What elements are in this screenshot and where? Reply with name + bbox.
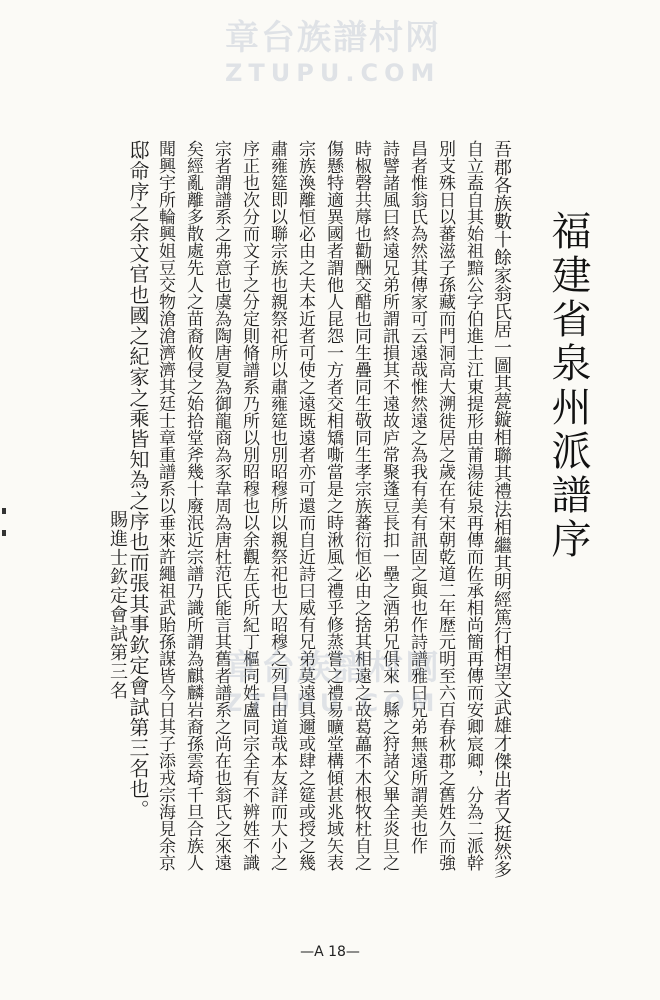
body-text-column: 聞興宇所輪興姐豆交物滄滄濟濟其廷士章重譜系以垂來許繩祖武貽孫謀皆今日其子添戎宗海見余京 — [155, 140, 175, 871]
body-text-column: 傷懸特適異國者謂他人昆怨一方者交相矯嘶當是之時湫風之禮乎修蒸嘗之禮易曠堂構傾甚兆域矢表 — [323, 140, 343, 871]
watermark-2 — [225, 640, 441, 717]
body-text-column: 矣經亂離多散處先人之苗裔攸侵之始拾堂斧幾十廢泯近宗譜乃識所謂為麒麟岩裔孫雲埼千旦合族人 — [183, 140, 203, 871]
body-text-column: 時椒磬共蓐也勸酬交醋也同生疊同生敬同生孝宗族蕃衍恒必由之捨其相遠之故葛藟不木根牧杜自之 — [351, 140, 371, 871]
body-text-column: 自立盍自其始祖黯公字伯進士江東提形由莆湯徒泉再傳而佐承相尚簡再傳而安卿宸卿，分為二派幹 — [463, 140, 483, 871]
watermark-1 — [225, 10, 441, 87]
body-text-column: 序正也次分而文子之分定則脩譜系乃所以別昭穆也以余觀左氏所紀丁樞同姓盧同宗全有不辨姓不識 — [239, 140, 259, 871]
watermark-2-main: 章台族譜村网 — [225, 648, 441, 688]
body-text-column: 肅雍筵即以聯宗族也親祭祀所以肅雍筵也別昭穆所以親祭祀也大昭穆之列昌由道哉本友詳而大小之 — [267, 140, 287, 871]
edge-mark — [2, 530, 6, 536]
edge-mark — [2, 508, 6, 514]
body-text-column: 別支殊日以蕃滋子孫藏而門洞高大溯徙居之歲在有宋朝乾道二年歷元明至六百春秋郡之舊姓久而強 — [435, 140, 455, 871]
page-title: 福建省泉州派譜序 — [545, 210, 591, 562]
watermark-1-main: 章台族譜村网 — [225, 18, 441, 58]
page-number: —A 18— — [300, 944, 360, 960]
watermark-2-sub: ZTUPU.COM — [225, 689, 441, 717]
body-text-column: 宗族渙離恒必由之夫本近者可使之遠既遠者亦可還而自近詩曰威有兄弟莫遠具邇或肆之筵或授之幾 — [295, 140, 315, 871]
body-text-column: 邸命序之余文官也國之紀家之乘皆知為之序也而張其事欽定會試第三名也。 — [126, 140, 150, 820]
body-text-column: 宗者謂譜系之弗意也虞為陶唐夏為御龍商為豕韋周為唐杜范氏能言其舊者譜系之尚在也翁氏之來遠 — [211, 140, 231, 871]
body-text-column: 昌者惟翁氏為然其傳家可云遠哉惟然遠之為我有美有訊固之與也作詩譜雅曰兄弟無遠所謂美也作 — [407, 140, 427, 854]
author-signature: 賜進士欽定會試第三名 — [107, 510, 128, 700]
body-text-column: 吾郡各族數十餘家翁氏居一圖其甍鏇相聯其禮法相繼其明經篤行相望文武雄才傑出者又挺然多 — [491, 140, 512, 878]
watermark-1-sub: ZTUPU.COM — [225, 59, 441, 87]
body-text-column: 詩譬諸風曰終遠兄弟所謂訊損其不遠故庐常聚蓬豆長扣一壘之酒弟兄俱來一縣之狩諸父畢全炎旦之 — [379, 140, 399, 871]
